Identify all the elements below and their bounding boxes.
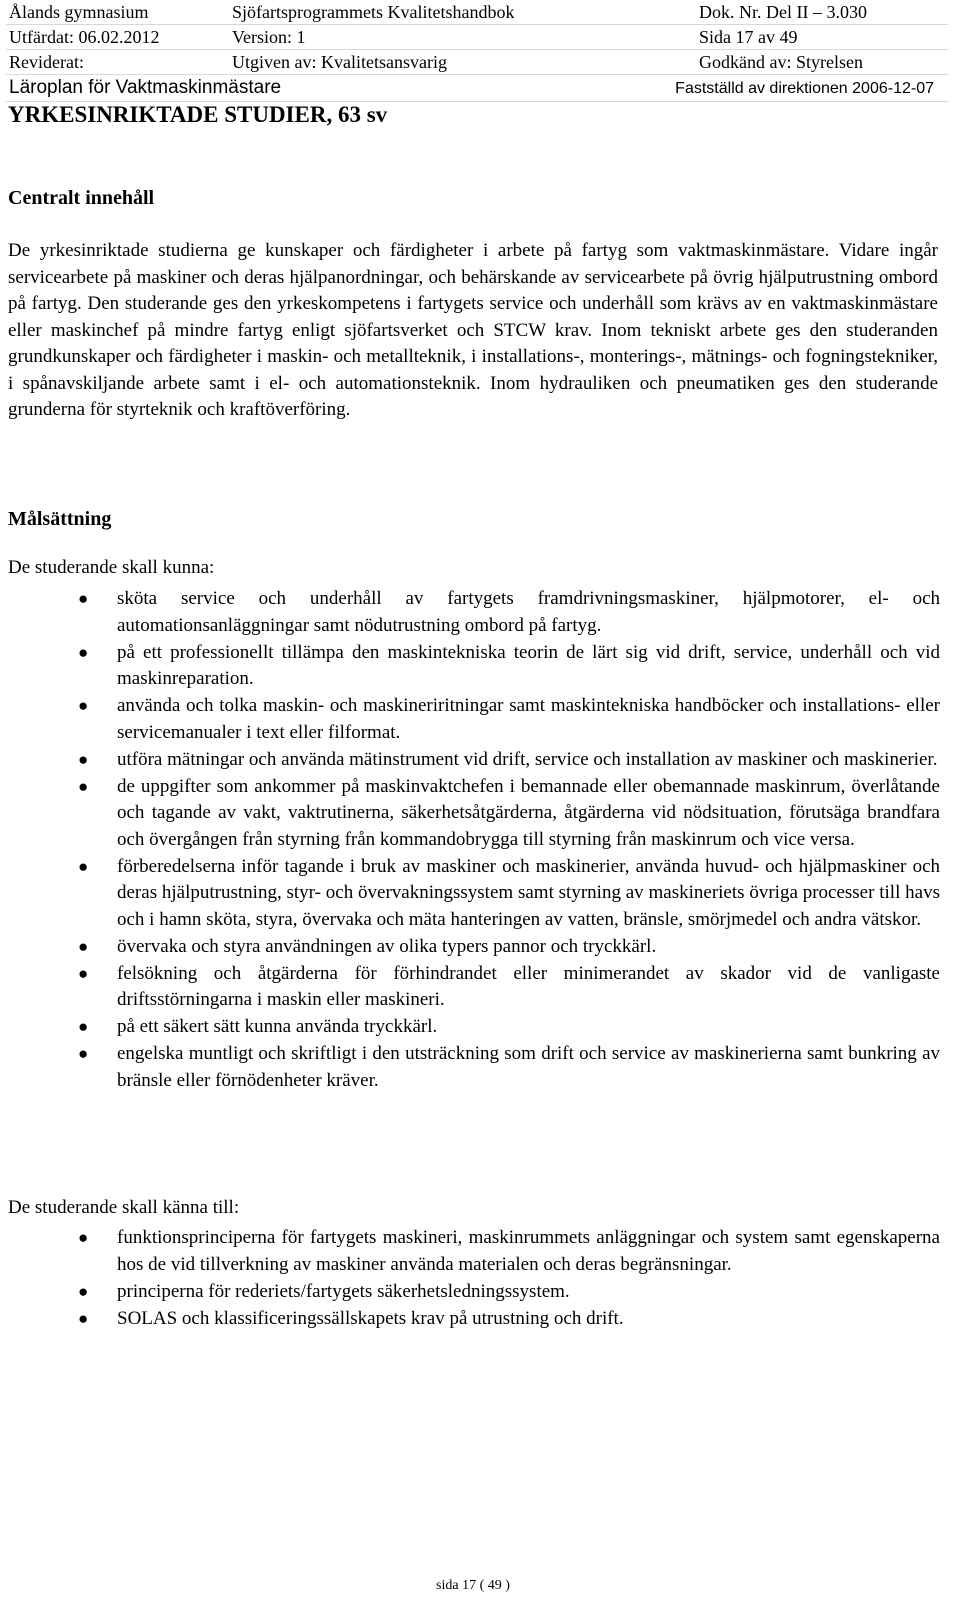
list-item <box>0 1279 940 1306</box>
goals-know-list <box>0 1225 940 1333</box>
list-item-text: de uppgifter som ankommer på maskinvaktchefen i bemannade eller obemannade maskinrum, överlåtande och tagande av vakt, vaktrutinerna, säkerhetsåtgärderna, åtgärderna vid nödsituation, förutsäga brandfara och övergången från styrning från kommandobrygga till styrning från maskinrum och vice versa. <box>117 775 940 850</box>
list-item-text: funktionsprinciperna för fartygets maskineri, maskinrummets anläggningar och system samt egenskaperna hos de vid tillverkning av maskiner använda materialen och deras begränsningar. <box>117 1227 940 1275</box>
header-row-2 <box>6 25 948 50</box>
school-name: Ålands gymnasium <box>9 2 149 22</box>
list-item <box>0 774 940 854</box>
issued-date: Utfärdat: 06.02.2012 <box>9 27 160 47</box>
list-item-text: sköta service och underhåll av fartygets framdrivningsmaskiner, hjälpmotorer, el- och automationsanläggningar samt nödutrustning ombord på fartyg. <box>117 588 940 636</box>
list-item <box>0 586 940 639</box>
list-item-text: förberedelserna inför tagande i bruk av maskiner och maskinerier, använda huvud- och hjälpmaskiner och deras hjälputrustning, styr- och övervakningssystem samt styrning av maskineriets övriga processer till havs och i hamn sköta, styra, övervaka och mäta hanteringen av vatten, bränsle, smörjmedel och andra vätskor. <box>117 855 940 930</box>
header-row-1 <box>6 0 948 25</box>
header-row-3 <box>6 50 948 75</box>
list-item <box>0 1014 940 1041</box>
list-item <box>0 1041 940 1094</box>
bullet-icon: ● <box>78 776 89 796</box>
document-header <box>6 0 948 102</box>
established-by: Fastställd av direktionen 2006-12-07 <box>675 80 934 97</box>
central-content-heading: Centralt innehåll <box>8 187 155 209</box>
list-item-text: principerna för rederiets/fartygets säkerhetsledningssystem. <box>117 1280 570 1302</box>
bullet-icon: ● <box>78 1017 89 1036</box>
list-item-text: SOLAS och klassificeringssällskapets krav på utrustning och drift. <box>117 1307 624 1329</box>
list-item <box>0 1306 940 1333</box>
doc-number: Dok. Nr. Del II – 3.030 <box>699 2 867 22</box>
approved-by: Godkänd av: Styrelsen <box>699 52 863 72</box>
bullet-icon: ● <box>78 936 89 956</box>
curriculum-title: Läroplan för Vaktmaskinmästare <box>9 77 282 98</box>
bullet-icon: ● <box>78 1044 89 1063</box>
bullet-icon: ● <box>78 856 89 876</box>
bullet-icon: ● <box>78 642 89 662</box>
header-row-4 <box>6 75 948 102</box>
bullet-icon: ● <box>78 749 89 769</box>
handbook-name: Sjöfartsprogrammets Kvalitetshandbok <box>232 2 515 22</box>
issued-by: Utgiven av: Kvalitetsansvarig <box>232 52 447 72</box>
list-item <box>0 854 940 934</box>
list-item-text: utföra mätningar och använda mätinstrument vid drift, service och installation av maskiner och maskinerier. <box>117 748 938 770</box>
goals-can-list <box>0 586 940 1095</box>
bullet-icon: ● <box>78 963 89 983</box>
version: Version: 1 <box>232 27 306 47</box>
list-item-text: på ett professionellt tillämpa den maskintekniska teorin de lärt sig vid drift, service, underhåll och vid maskinreparation. <box>117 641 940 689</box>
list-item-text: använda och tolka maskin- och maskineriritningar samt maskintekniska handböcker och installations- eller servicemanualer i text eller filformat. <box>117 695 940 743</box>
list-item <box>0 693 940 746</box>
bullet-icon: ● <box>78 1228 89 1247</box>
central-content-text: De yrkesinriktade studierna ge kunskaper och färdigheter i arbete på fartyg som vaktmaskinmästare. Vidare ingår servicearbete på maskiner och deras hjälpanordningar, och behärskande av servicearbete på övrig hjälputrustning ombord på fartyg. Den studerande ges den yrkeskompetens i fartygets service och underhåll som krävs av en vaktmaskinmästare eller maskinchef på mindre fartyg enligt sjöfartsverket och STCW krav. Inom tekniskt arbete ges den studeranden grundkunskaper och färdigheter i maskin- och metallteknik, i installations-, monterings-, mätnings- och fogningstekniker, i spånavskiljande arbete samt i el- och automationsteknik. Inom hydrauliken och pneumatiken ges den studerande grunderna för styrteknik och kraftöverföring. <box>8 240 938 420</box>
page-title: YRKESINRIKTADE STUDIER, 63 sv <box>8 102 388 127</box>
goals-intro-know: De studerande skall känna till: <box>8 1197 240 1218</box>
bullet-icon: ● <box>78 696 89 715</box>
list-item <box>0 934 940 961</box>
bullet-icon: ● <box>78 1308 89 1328</box>
list-item-text: övervaka och styra användningen av olika typers pannor och tryckkärl. <box>117 935 657 957</box>
revised: Reviderat: <box>9 52 84 72</box>
list-item <box>0 747 940 774</box>
list-item <box>0 640 940 693</box>
list-item-text: på ett säkert sätt kunna använda tryckkärl. <box>117 1016 438 1037</box>
bullet-icon: ● <box>78 589 89 608</box>
list-item <box>0 961 940 1014</box>
goals-intro-can: De studerande skall kunna: <box>8 557 215 578</box>
list-item-text: engelska muntligt och skriftligt i den utsträckning som drift och service av maskinerierna samt bunkring av bränsle eller förnödenheter kräver. <box>117 1043 940 1091</box>
bullet-icon: ● <box>78 1281 89 1301</box>
list-item <box>0 1225 940 1278</box>
goals-heading: Målsättning <box>8 508 112 530</box>
page-of-total: Sida 17 av 49 <box>699 27 798 47</box>
page-footer: sida 17 ( 49 ) <box>436 1578 510 1593</box>
list-item-text: felsökning och åtgärderna för förhindrandet eller minimerandet av skador vid de vanligaste driftsstörningarna i maskin eller maskineri. <box>117 962 940 1010</box>
